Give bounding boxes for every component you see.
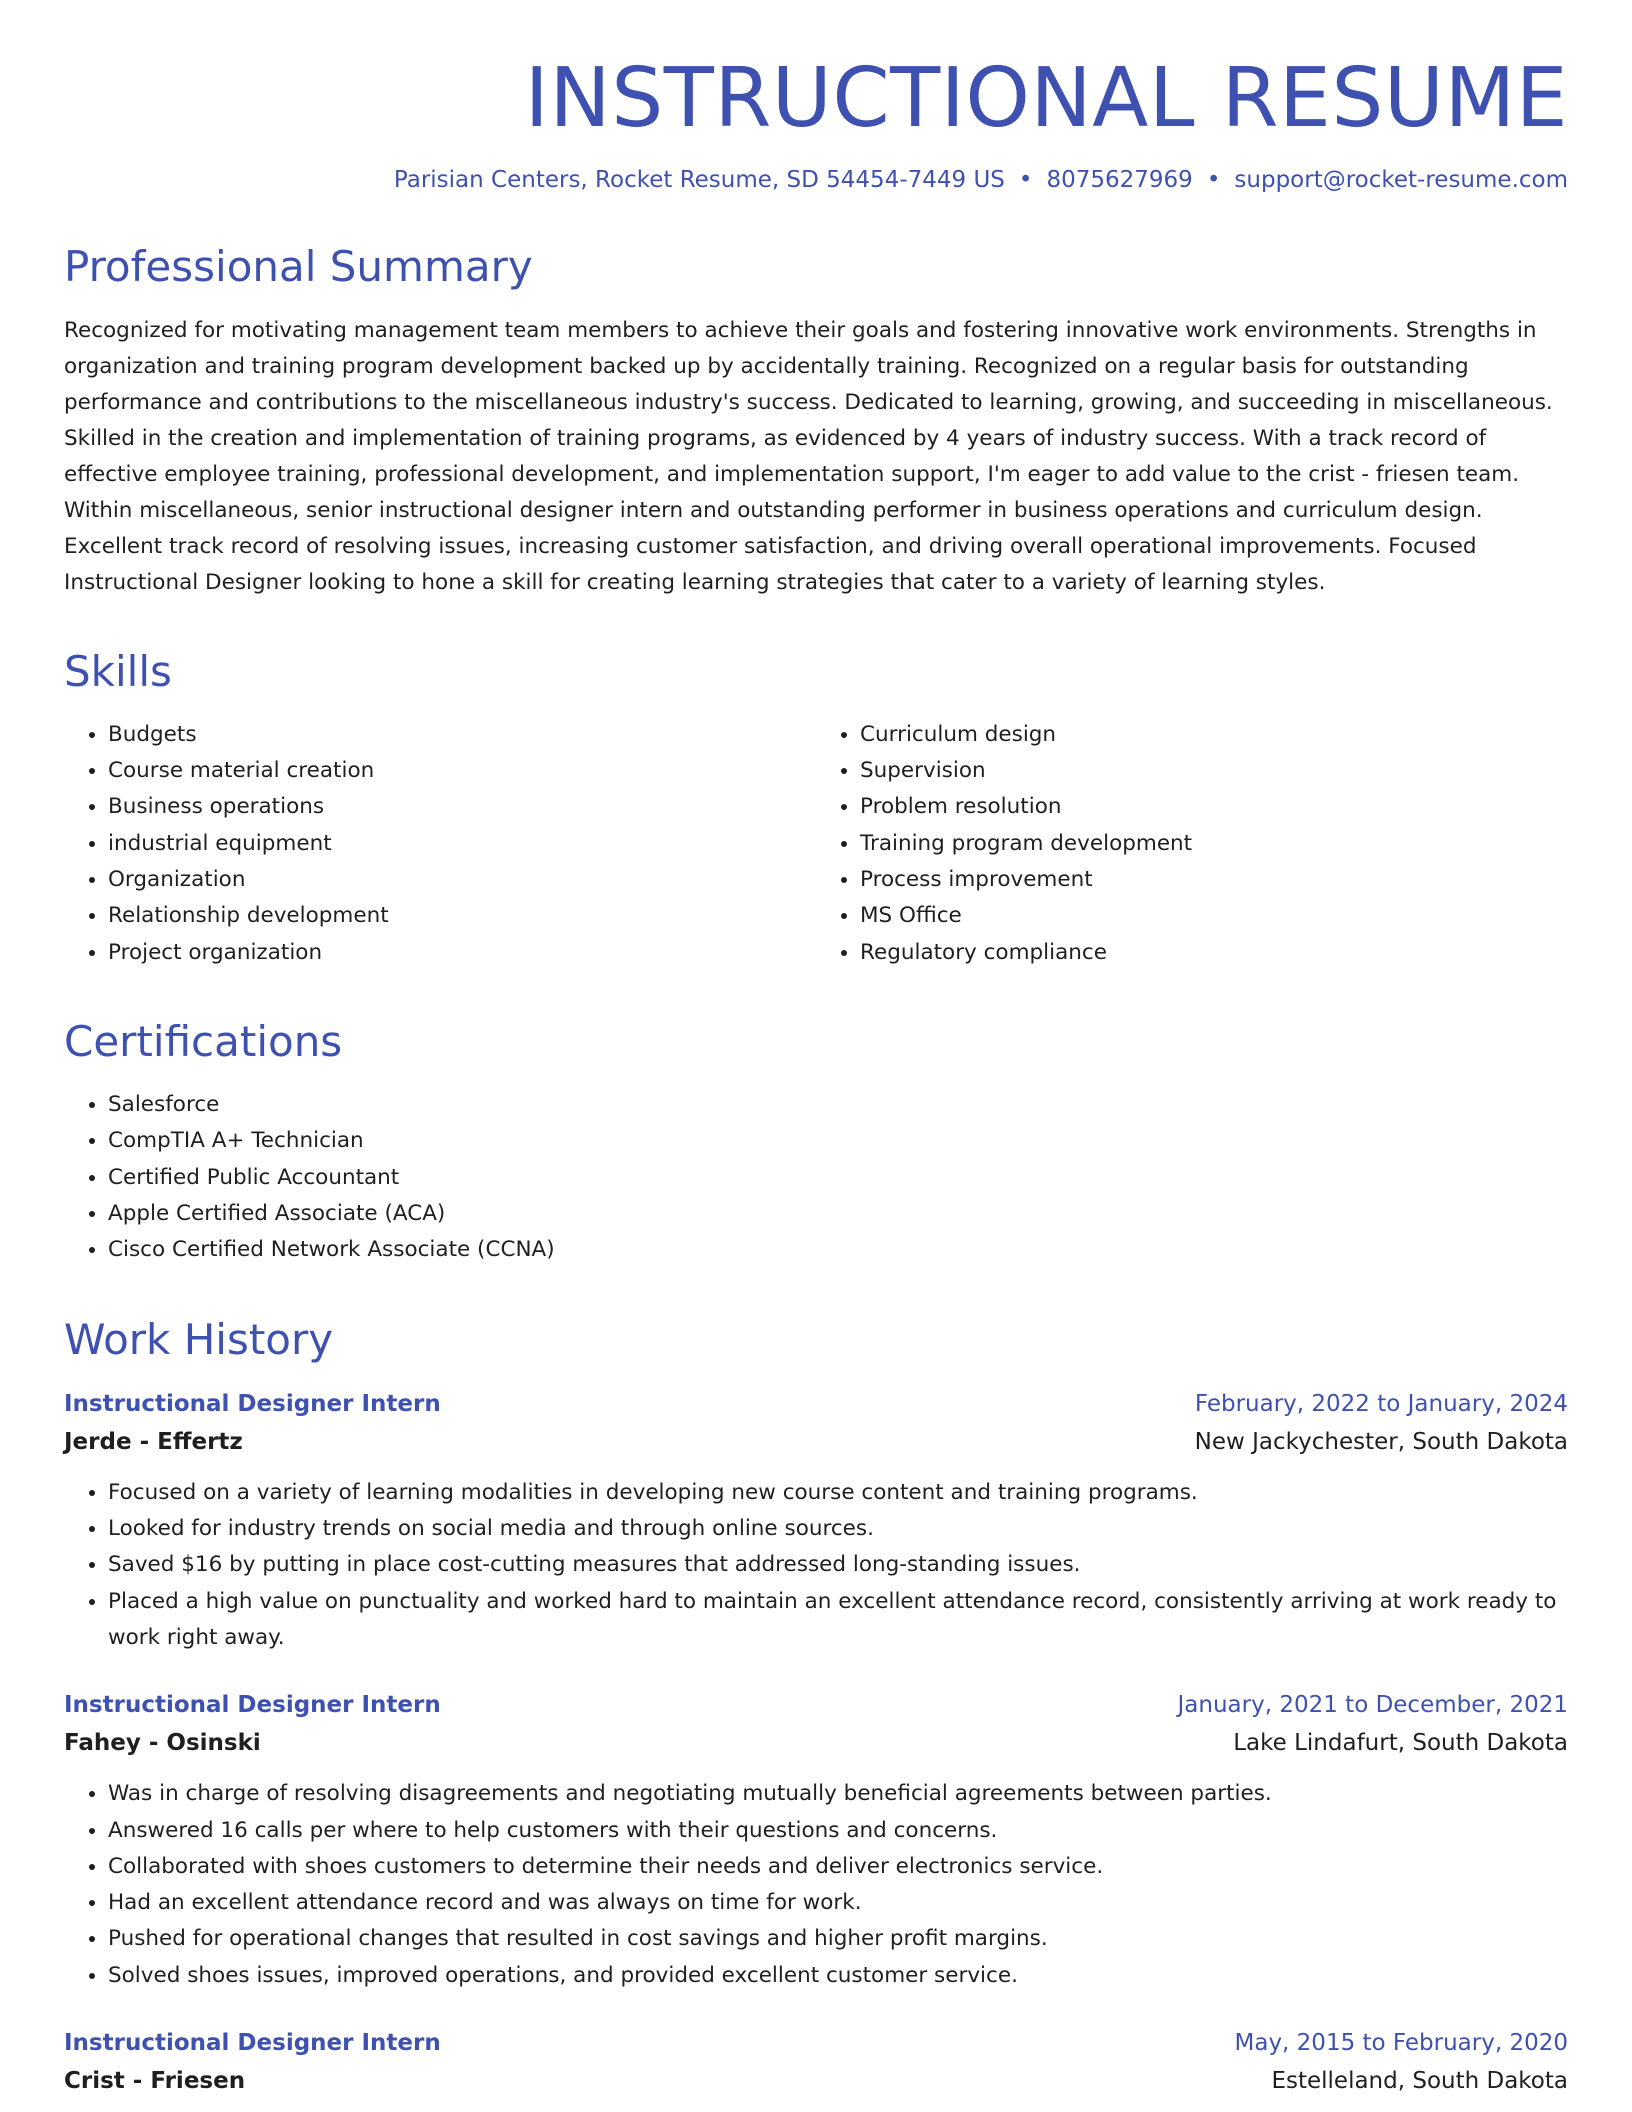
skill-item: • Supervision [860, 753, 1568, 789]
job-bullets [64, 1475, 1568, 1656]
summary-text: Recognized for motivating management team members to achieve their goals and fostering innovative work environments. Strengths in organization and training program development backed up by accidentally training. Recognized on a regular basis for outstanding performance and contributions to the miscellaneous industry's success. Dedicated to learning, growing, and succeeding in miscellaneous. Skilled in the creation and implementation of training programs, as evidenced by 4 years of industry success. With a track record of effective employee training, professional development, and implementation support, I'm eager to add value to the crist - friesen team. Within miscellaneous, senior instructional designer intern and outstanding performer in business operations and curriculum design. Excellent track record of resolving issues, increasing customer satisfaction, and driving overall operational improvements. Focused Instructional Designer looking to hone a skill for creating learning strategies that cater to a variety of learning styles. [64, 317, 1553, 595]
skill-item: • Business operations [108, 789, 816, 825]
job-company-row [64, 1724, 1568, 1762]
job-title: Instructional Designer Intern [64, 2030, 441, 2057]
job-header-row [64, 2024, 1568, 2062]
skill-item: • Budgets [108, 717, 816, 753]
job-bullet: • Collaborated with shoes customers to determine their needs and deliver electronics service. [108, 1849, 1568, 1885]
skills-heading: Skills [64, 646, 172, 696]
contact-separator: • [1018, 167, 1033, 194]
contact-separator: • [1206, 167, 1221, 194]
job-location: Estelleland, South Dakota [1271, 2068, 1568, 2095]
job-company-row [64, 1423, 1568, 1461]
job-location: Lake Lindafurt, South Dakota [1233, 1730, 1568, 1757]
job-header-row [64, 1686, 1568, 1724]
job-dates: May, 2015 to February, 2020 [1234, 2030, 1568, 2057]
job-location: New Jackychester, South Dakota [1194, 1428, 1568, 1455]
contact-phone: 8075627969 [1046, 167, 1193, 194]
certifications-heading: Certifications [64, 1016, 343, 1066]
skill-item: • industrial equipment [108, 826, 816, 862]
contact-line [64, 164, 1568, 196]
job-dates: February, 2022 to January, 2024 [1194, 1390, 1568, 1417]
job-title: Instructional Designer Intern [64, 1390, 441, 1417]
job-bullet: • Had an excellent attendance record and was always on time for work. [108, 1885, 1568, 1921]
summary-heading: Professional Summary [64, 242, 533, 292]
job-company: Fahey - Osinski [64, 1730, 261, 1757]
certification-item: • Salesforce [108, 1087, 1568, 1123]
job-bullet: • Answered 16 calls per where to help customers with their questions and concerns. [108, 1813, 1568, 1849]
job-bullet: • Placed a high value on punctuality and worked hard to maintain an excellent attendance record, consistently arriving at work ready to work right away. [108, 1584, 1568, 1657]
certification-item: • Certified Public Accountant [108, 1160, 1568, 1196]
job-company: Jerde - Effertz [64, 1428, 243, 1455]
job-dates: January, 2021 to December, 2021 [1177, 1692, 1568, 1719]
job-bullet: • Pushed for operational changes that resulted in cost savings and higher profit margins. [108, 1921, 1568, 1957]
certification-item: • Cisco Certified Network Associate (CCNA) [108, 1232, 1568, 1268]
job-bullet: • Focused on a variety of learning modalities in developing new course content and training programs. [108, 1475, 1568, 1511]
skill-item: • Curriculum design [860, 717, 1568, 753]
skill-item: • Process improvement [860, 862, 1568, 898]
job-bullets [64, 1776, 1568, 1994]
skill-item: • Relationship development [108, 898, 816, 934]
work-history-heading: Work History [64, 1314, 334, 1364]
skill-item: • Problem resolution [860, 789, 1568, 825]
job-company: Crist - Friesen [64, 2068, 246, 2095]
job-bullet: • Was in charge of resolving disagreements and negotiating mutually beneficial agreements between parties. [108, 1776, 1568, 1812]
skills-list-left [64, 717, 816, 971]
job-company-row [64, 2062, 1568, 2100]
job-bullet: • Solved shoes issues, improved operations, and provided excellent customer service. [108, 1958, 1568, 1994]
job-entry [64, 2024, 1568, 2100]
contact-email: support@rocket-resume.com [1234, 167, 1568, 194]
job-bullet: • Saved $16 by putting in place cost-cutting measures that addressed long-standing issues. [108, 1547, 1568, 1583]
skill-item: • Regulatory compliance [860, 935, 1568, 971]
job-title: Instructional Designer Intern [64, 1692, 441, 1719]
skill-item: • Project organization [108, 935, 816, 971]
skill-item: • Training program development [860, 826, 1568, 862]
skill-item: • Course material creation [108, 753, 816, 789]
resume-title: INSTRUCTIONAL RESUME [524, 51, 1568, 146]
certification-item: • CompTIA A+ Technician [108, 1123, 1568, 1159]
certification-item: • Apple Certified Associate (ACA) [108, 1196, 1568, 1232]
contact-address: Parisian Centers, Rocket Resume, SD 54454-7449 US [393, 167, 1005, 194]
skill-item: • Organization [108, 862, 816, 898]
certifications-list [64, 1087, 1568, 1268]
skill-item: • MS Office [860, 898, 1568, 934]
job-bullet: • Looked for industry trends on social media and through online sources. [108, 1511, 1568, 1547]
job-entry [64, 1686, 1568, 1994]
job-header-row [64, 1385, 1568, 1423]
skills-columns [64, 717, 1568, 971]
job-entry [64, 1385, 1568, 1656]
skills-list-right [816, 717, 1568, 971]
